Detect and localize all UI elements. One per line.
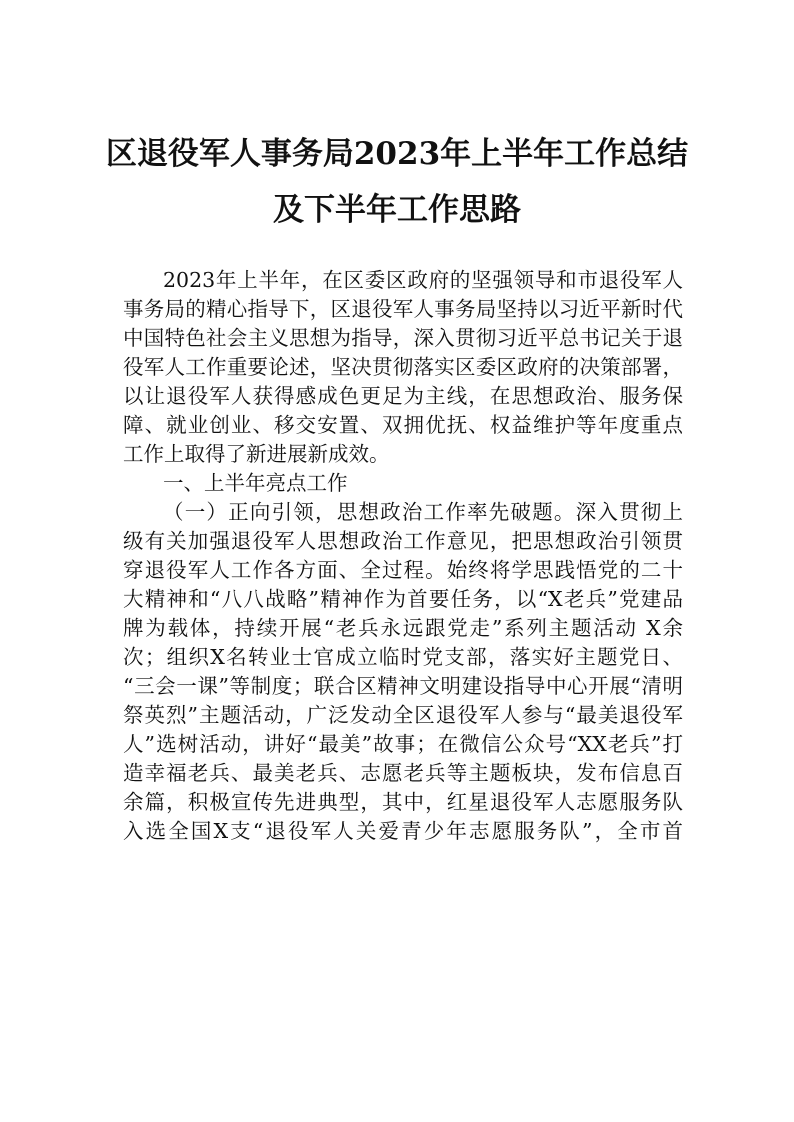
paragraph-line: 事务局的精心指导下，区退役军人事务局坚持以习近平新时代 — [123, 297, 683, 321]
paragraph-line: 祭英烈”主题活动，广泛发动全区退役军人参与“最美退役军 — [123, 703, 683, 727]
section-heading: 一、上半年亮点工作 — [163, 471, 348, 495]
document-title-line-1: 区退役军人事务局2023年上半年工作总结 — [105, 136, 689, 172]
paragraph-line: “三会一课”等制度；联合区精神文明建设指导中心开展“清明 — [123, 674, 683, 698]
paragraph-line: 中国特色社会主义思想为指导，深入贯彻习近平总书记关于退 — [123, 326, 683, 350]
paragraph-line: 级有关加强退役军人思想政治工作意见，把思想政治引领贯 — [123, 529, 683, 553]
paragraph-line: 造幸福老兵、最美老兵、志愿老兵等主题板块，发布信息百 — [123, 761, 683, 785]
document-title-line-2: 及下半年工作思路 — [273, 192, 521, 228]
paragraph-line: 工作上取得了新进展新成效。 — [123, 442, 390, 466]
paragraph-line: （一）正向引领，思想政治工作率先破题。深入贯彻上 — [163, 500, 683, 524]
paragraph-line: 2023年上半年，在区委区政府的坚强领导和市退役军人 — [163, 268, 683, 292]
paragraph-line: 役军人工作重要论述，坚决贯彻落实区委区政府的决策部署， — [123, 355, 683, 379]
paragraph-line: 以让退役军人获得感成色更足为主线，在思想政治、服务保 — [123, 384, 683, 408]
paragraph-line: 穿退役军人工作各方面、全过程。始终将学思践悟党的二十 — [123, 558, 683, 582]
document-body — [123, 266, 683, 846]
paragraph-line: 大精神和“八八战略”精神作为首要任务，以“X老兵”党建品 — [123, 587, 683, 611]
paragraph-line: 人”选树活动，讲好“最美”故事；在微信公众号“XX老兵”打 — [123, 732, 683, 756]
paragraph-line: 牌为载体，持续开展“老兵永远跟党走”系列主题活动 X余 — [123, 616, 683, 640]
paragraph-line: 次；组织X名转业士官成立临时党支部，落实好主题党日、 — [123, 645, 683, 669]
paragraph-line: 障、就业创业、移交安置、双拥优抚、权益维护等年度重点 — [123, 413, 683, 437]
paragraph-line: 入选全国X支“退役军人关爱青少年志愿服务队”，全市首 — [123, 819, 683, 843]
paragraph-line: 余篇，积极宣传先进典型，其中，红星退役军人志愿服务队 — [123, 790, 683, 814]
